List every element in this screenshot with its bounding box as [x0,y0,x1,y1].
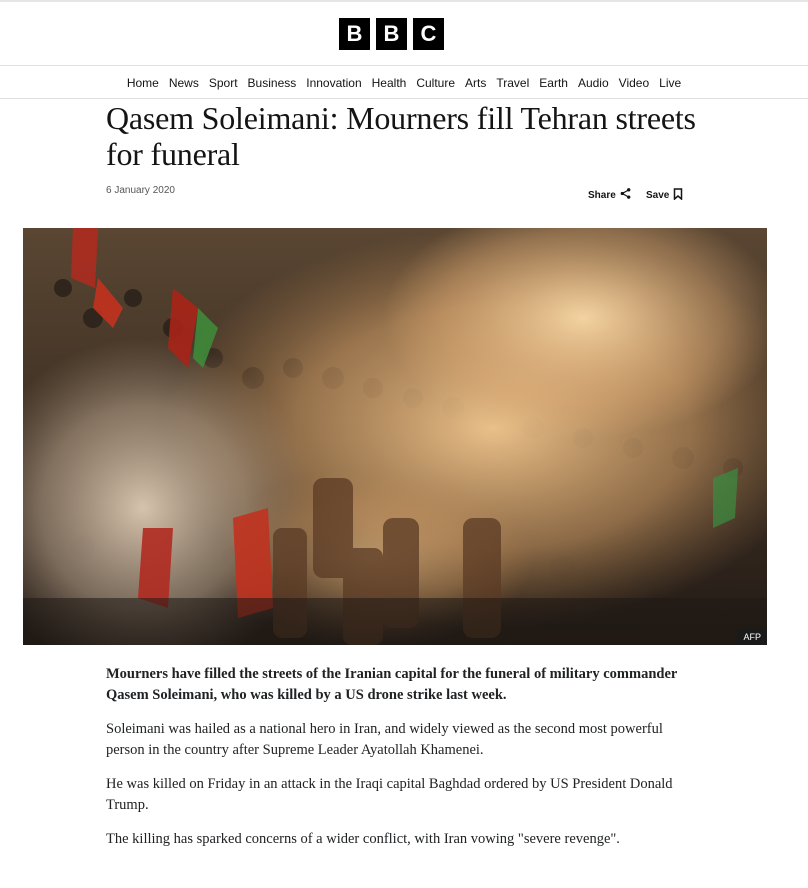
article-body [106,664,696,863]
logo-letter-b1: B [339,18,370,50]
share-button[interactable] [588,188,631,202]
bookmark-icon [673,188,683,203]
article-paragraph: The killing has sparked concerns of a wider conflict, with Iran vowing "severe revenge". [106,831,620,847]
nav-item-health[interactable]: Health [371,75,407,90]
crowd-smoke-photo [23,228,767,645]
masthead [0,2,808,66]
nav-item-travel[interactable]: Travel [496,75,530,90]
article-paragraph: Soleimani was hailed as a national hero in Iran, and widely viewed as the second most powerful person in the country after Supreme Leader Ayatollah Khamenei. [106,721,663,758]
article-lead-paragraph: Mourners have filled the streets of the Iranian capital for the funeral of military commander Qasem Soleimani, who was killed by a US drone strike last week. [106,666,678,703]
nav-item-arts[interactable]: Arts [465,75,487,90]
nav-item-audio[interactable]: Audio [577,75,609,90]
share-label: Share [588,189,616,201]
nav-item-live[interactable]: Live [659,75,682,90]
logo-letter-b2: B [376,18,407,50]
image-credit: AFP [737,629,767,645]
nav-item-business[interactable]: Business [247,75,297,90]
save-label: Save [646,190,670,201]
nav-item-news[interactable]: News [168,75,199,90]
article-date: 6 January 2020 [106,185,175,196]
article-paragraph: He was killed on Friday in an attack in the Iraqi capital Baghdad ordered by US President Donald Trump. [106,776,673,813]
nav-item-sport[interactable]: Sport [208,75,238,90]
save-button[interactable] [646,188,683,203]
bbc-logo[interactable] [339,18,444,50]
logo-letter-c: C [413,18,444,50]
hero-image [23,228,767,645]
article-headline: Qasem Soleimani: Mourners fill Tehran streets for funeral [106,100,696,172]
main-nav [0,67,808,99]
nav-item-video[interactable]: Video [618,75,650,90]
share-icon [620,188,631,202]
nav-item-innovation[interactable]: Innovation [306,75,362,90]
nav-item-earth[interactable]: Earth [539,75,568,90]
nav-item-home[interactable]: Home [126,75,159,90]
nav-item-culture[interactable]: Culture [416,75,456,90]
